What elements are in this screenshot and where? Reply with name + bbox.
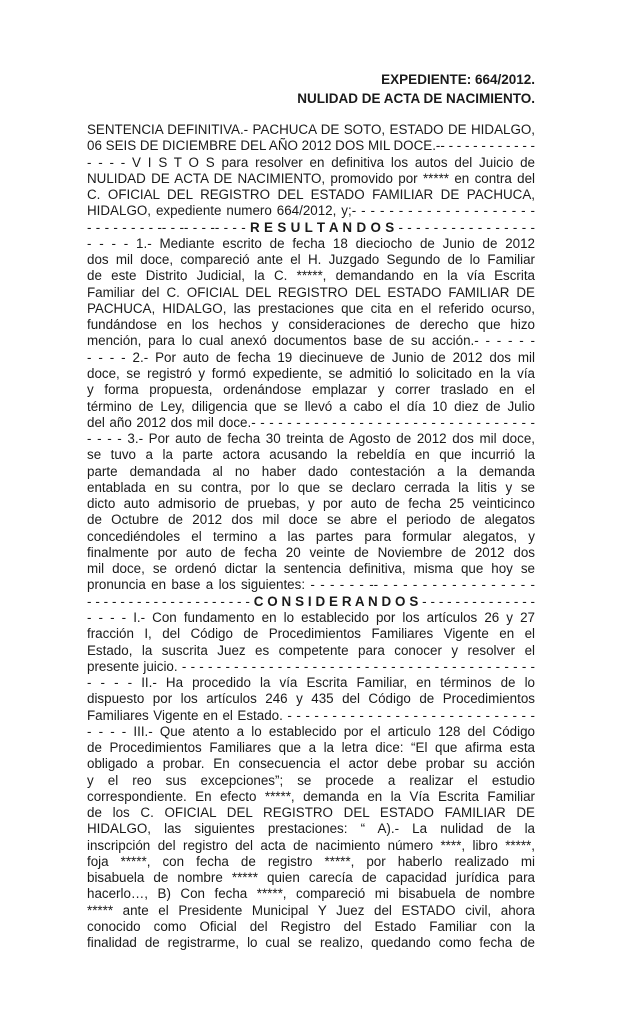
text-line: y el reo sus excepciones”; se procede a realizar el estudio [87, 772, 535, 788]
text-line: de los C. OFICIAL DEL REGISTRO DEL ESTADO FAMILIAR DE [87, 805, 535, 821]
text-line: dispuesto por los artículos 246 y 435 del Código de Procedimientos [87, 691, 535, 707]
text-line: dicto auto admisorio de pruebas, y por auto de fecha 25 veinticinco [87, 496, 535, 512]
case-subject: NULIDAD DE ACTA DE NACIMIENTO. [297, 91, 535, 106]
expediente-number: EXPEDIENTE: 664/2012. [381, 72, 535, 87]
text-line: C. OFICIAL DEL REGISTRO DEL ESTADO FAMILIAR DE PACHUCA, [87, 187, 535, 203]
text-line: doce, se registró y formó expediente, se admitió lo solicitado en la vía [87, 365, 535, 381]
text-line: HIDALGO, expediente numero 664/2012, y;- - - - - - - - - - - - - - - - - - - - [87, 203, 535, 219]
section-heading: - - - - - - - - -- - -- - - -- - - - R E S U L T A N D O S - - - - - - - - - - - - - - - - [87, 219, 535, 235]
text-line: mención, para lo cual anexó documentos base de su acción.- - - - - - [87, 333, 535, 349]
text-line: conocido como Oficial del Registro del Estado Familiar con la [87, 919, 535, 935]
text-line: del año 2012 dos mil doce.- - - - - - - - - - - - - - - - - - - - - - - - - - - - - - - - [87, 414, 535, 430]
text-line: y forma propuesta, ordenándose emplazar y correr traslado en el [87, 382, 535, 398]
text-line: de Procedimientos Familiares que a la letra dice: “El que afirma esta [87, 740, 535, 756]
text-line: - - - - 1.- Mediante escrito de fecha 18 dieciocho de Junio de 2012 [87, 235, 535, 251]
text-line: concediéndoles el termino a las partes para formular alegatos, y [87, 528, 535, 544]
text-line: HIDALGO, las siguientes prestaciones: “ A).- La nulidad de la [87, 821, 535, 837]
text-line: correspondiente. En efecto *****, demanda en la Vía Escrita Familiar [87, 788, 535, 804]
text-line: parte demandada al no haber dado contestación a la demanda [87, 463, 535, 479]
text-line: fracción I, del Código de Procedimientos Familiares Vigente en el [87, 626, 535, 642]
text-line: fundándose en los hechos y consideraciones de derecho que hizo [87, 317, 535, 333]
text-line: PACHUCA, HIDALGO, las prestaciones que cita en el referido ocurso, [87, 300, 535, 316]
text-line: NULIDAD DE ACTA DE NACIMIENTO, promovido por ***** en contra del [87, 170, 535, 186]
text-line: - - - - II.- Ha procedido la vía Escrita Familiar, en términos de lo [87, 675, 535, 691]
text-line: - - - - 3.- Por auto de fecha 30 treinta de Agosto de 2012 dos mil doce, [87, 431, 535, 447]
text-line: finalidad de registrarme, lo cual se realizo, quedando como fecha de [87, 935, 535, 951]
sentence-body [87, 122, 535, 952]
text-line: finalmente por auto de fecha 20 veinte de Noviembre de 2012 dos [87, 544, 535, 560]
text-line: Familiares Vigente en el Estado. - - - - - - - - - - - - - - - - - - - - - - - - - - - - [87, 707, 535, 723]
text-line: foja *****, con fecha de registro *****, por haberlo realizado mi [87, 853, 535, 869]
text-line: - - - - I.- Con fundamento en lo establecido por los artículos 26 y 27 [87, 609, 535, 625]
text-line: de Octubre de 2012 dos mil doce se abre el periodo de alegatos [87, 512, 535, 528]
text-line: SENTENCIA DEFINITIVA.- PACHUCA DE SOTO, ESTADO DE HIDALGO, [87, 122, 535, 137]
text-line: mil doce, se ordenó dictar la sentencia definitiva, misma que hoy se [87, 561, 535, 577]
text-line: inscripción del registro del acta de nacimiento número ****, libro *****, [87, 837, 535, 853]
text-line: término de Ley, diligencia que se llevó a cabo el día 10 diez de Julio [87, 398, 535, 414]
text-line: hacerlo…, B) Con fecha *****, compareció mi bisabuela de nombre [87, 886, 535, 902]
text-line: - - - - III.- Que atento a lo establecido por el articulo 128 del Código [87, 723, 535, 739]
text-line: Familiar del C. OFICIAL DEL REGISTRO DEL ESTADO FAMILIAR DE [87, 284, 535, 300]
text-line: bisabuela de nombre ***** quien carecía de capacidad jurídica para [87, 870, 535, 886]
text-line: - - - - V I S T O S para resolver en definitiva los autos del Juicio de [87, 154, 535, 170]
text-line: entablada en su contra, por lo que se declaro cerrada la litis y se [87, 479, 535, 495]
text-line: presente juicio. - - - - - - - - - - - - - - - - - - - - - - - - - - - - - - - - - - - - - - - - - [87, 658, 535, 674]
text-line: Estado, la suscrita Juez es competente para conocer y resolver el [87, 642, 535, 658]
text-line: 06 SEIS DE DICIEMBRE DEL AÑO 2012 DOS MIL DOCE.-- - - - - - - - - - - - [87, 138, 535, 154]
text-line: ***** ante el Presidente Municipal Y Juez del ESTADO civil, ahora [87, 902, 535, 918]
text-line: - - - - 2.- Por auto de fecha 19 diecinueve de Junio de 2012 dos mil [87, 349, 535, 365]
section-heading: - - - - - - - - - - - - - - - - - - - - C O N S I D E R A N D O S - - - - - - - - - - - - - - [87, 593, 535, 609]
text-line: pronuncia en base a los siguientes: - - - - - - -- - - - - - - - - - - - - - - - - [87, 577, 535, 593]
text-line: de este Distrito Judicial, la C. *****, demandando en la vía Escrita [87, 268, 535, 284]
text-line: se tuvo a la parte actora acusando la rebeldía en que incurrió la [87, 447, 535, 463]
text-line: dos mil doce, compareció ante el H. Juzgado Segundo de lo Familiar [87, 252, 535, 268]
text-line: obligado a probar. En consecuencia el actor debe probar su acción [87, 756, 535, 772]
